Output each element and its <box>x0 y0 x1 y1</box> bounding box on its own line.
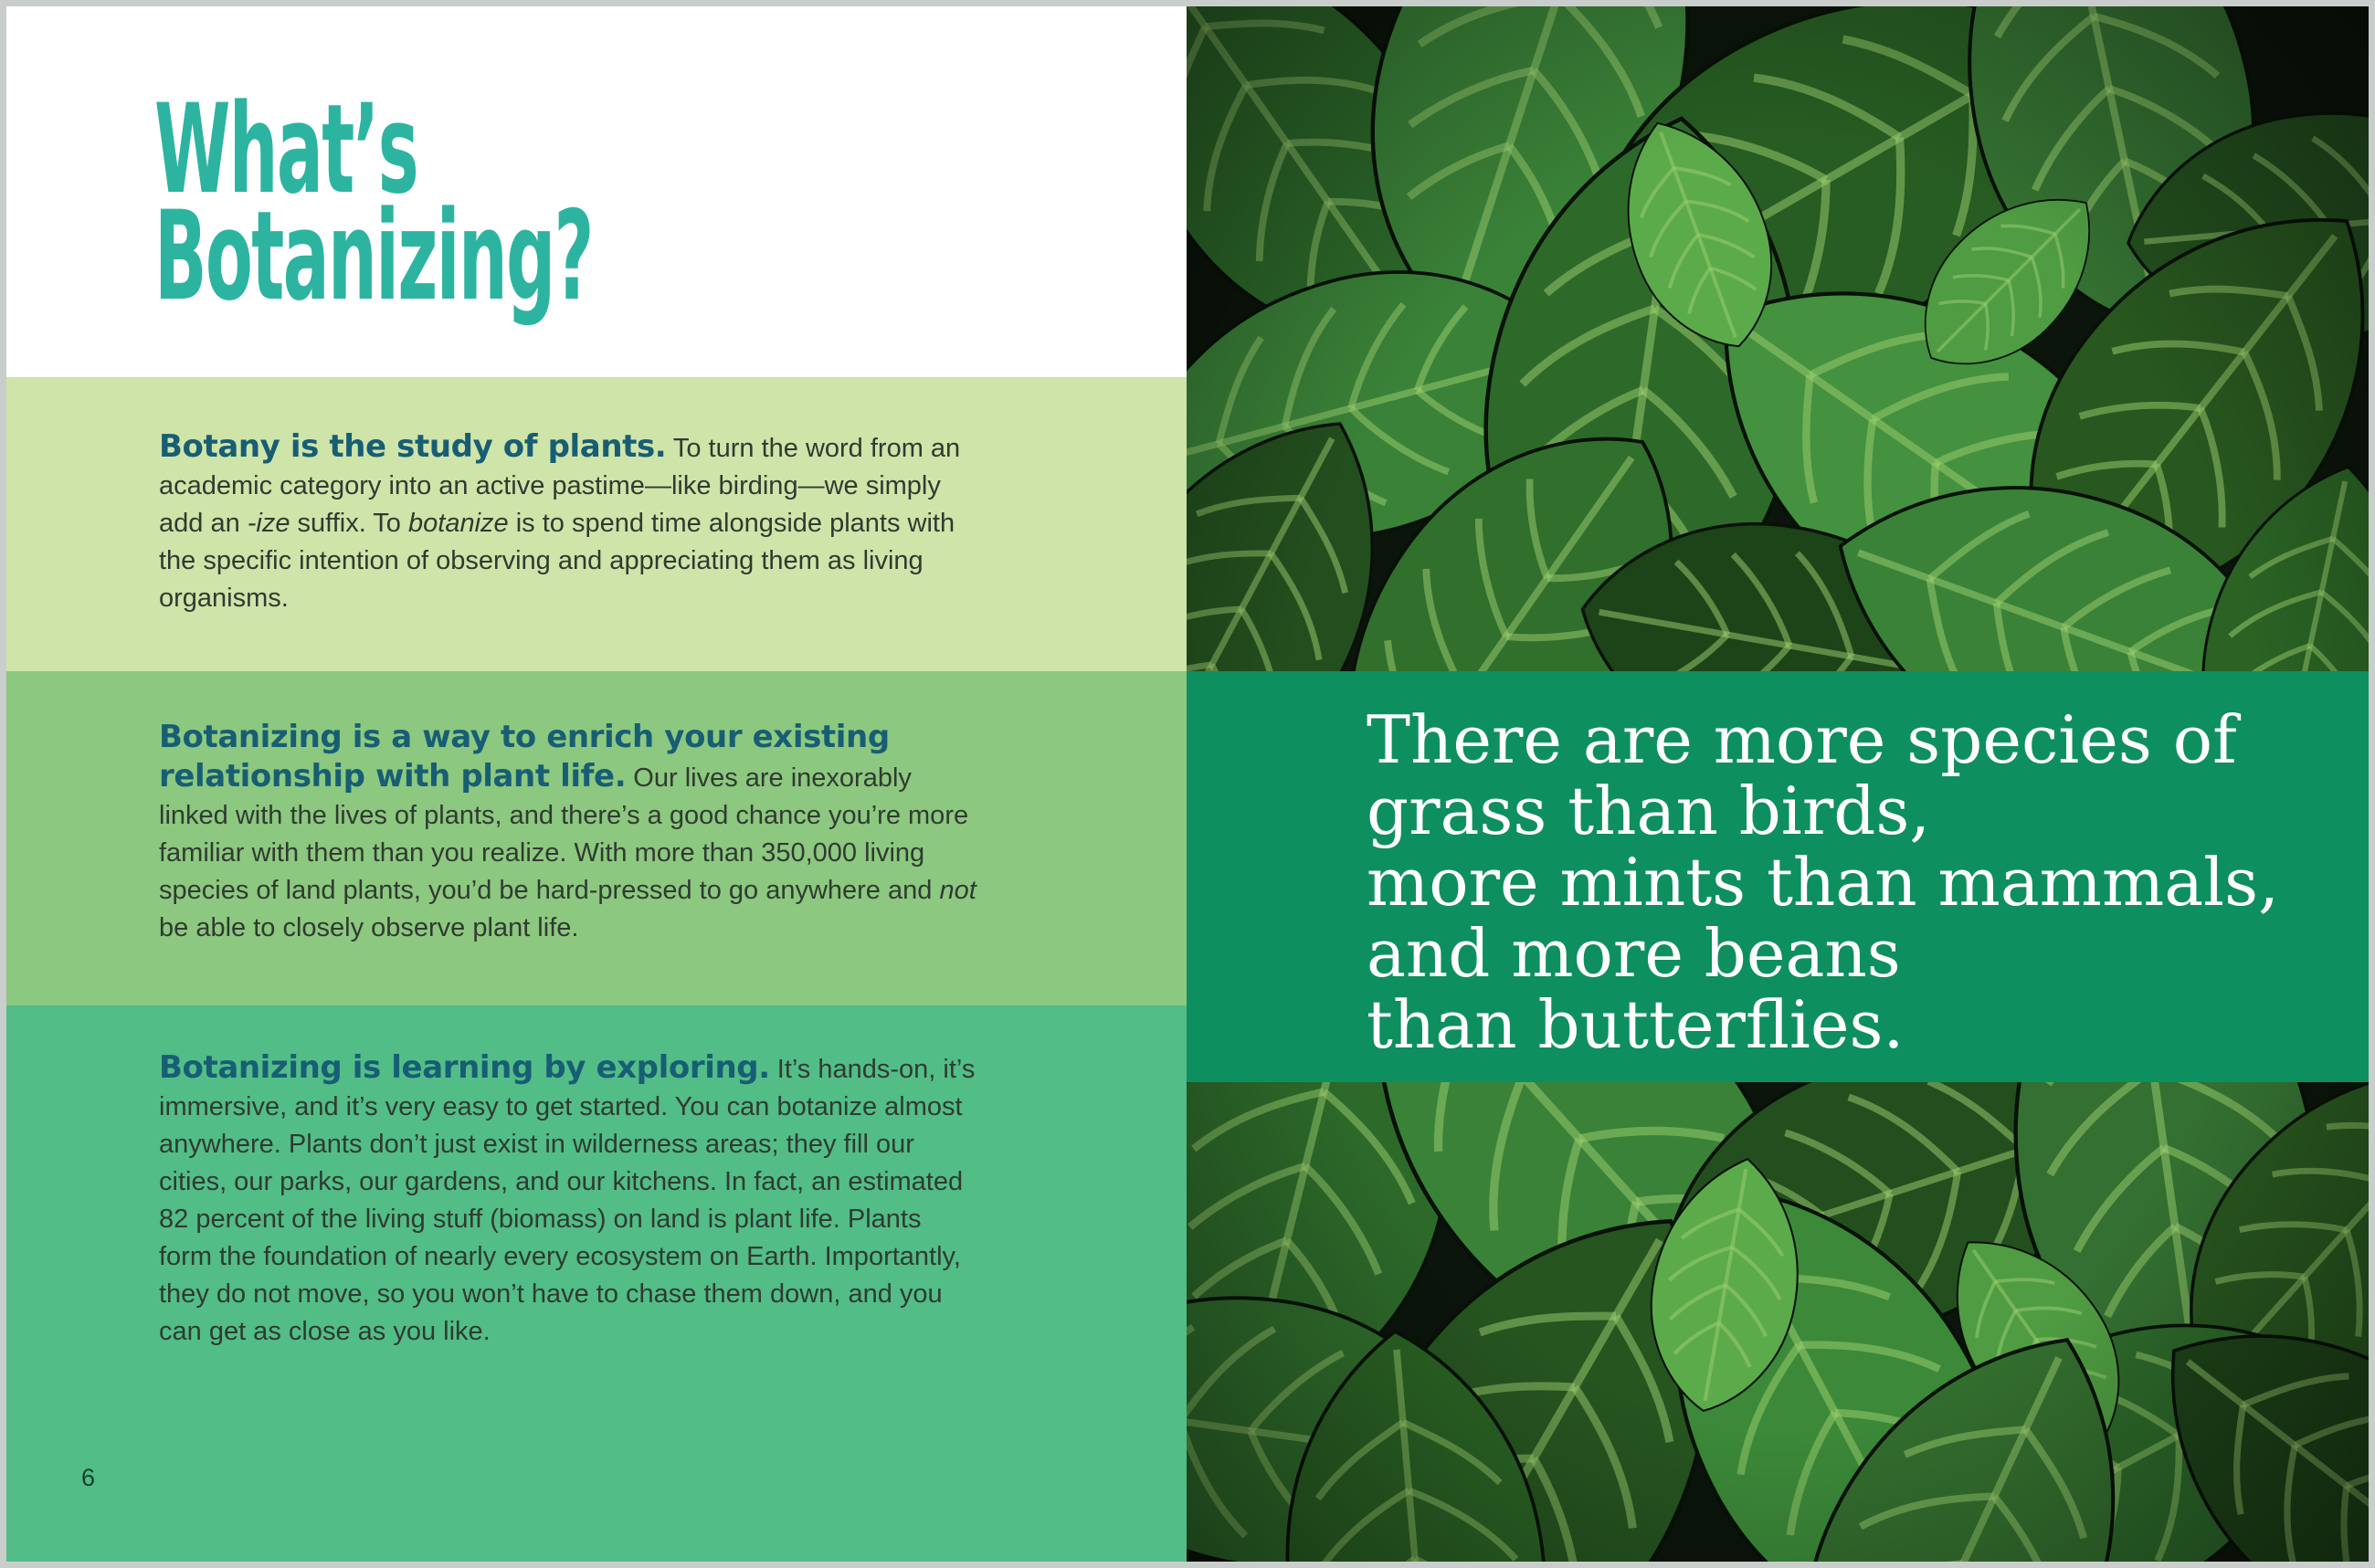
pull-quote <box>1367 701 2279 1063</box>
pull-quote-panel <box>1187 671 2369 1082</box>
body-text-italic: -ize <box>247 509 290 538</box>
body-text: To turn the word from an academic category into an active pastime—like birding—we simply add an <box>159 434 961 538</box>
pull-quote-line: and more beans <box>1367 915 1901 992</box>
pull-quote-line: than butterflies. <box>1367 986 1905 1063</box>
body-text: is to spend time alongside plants with the specific intention of observing and appreciating them as living organisms. <box>159 509 955 613</box>
pull-quote-line: grass than birds, <box>1367 773 1931 849</box>
body-text: Our lives are inexorably linked with the lives of plants, and there’s a good chance you’re more familiar with them than you realize. With more than 350,000 living species of land plants, you’d be hard-pressed to go anywhere and <box>159 763 969 905</box>
pull-quote-line: There are more species of <box>1367 701 2237 778</box>
paragraph-botany-definition <box>159 428 981 617</box>
paragraph-enrich-relationship <box>159 719 981 947</box>
page-title-line-1: What’s <box>154 78 418 221</box>
body-text-italic: botanize <box>408 509 509 538</box>
body-text: It’s hands-on, it’s immersive, and it’s very easy to get started. You can botanize almost anywhere. Plants don’t just exist in wilderness areas; they fill our cities, our parks, our gardens, and our kitchens. In fact, an estimated 82 percent of the living stuff (biomass) on land is plant life. Plants form the foundation of nearly every ecosystem on Earth. Importantly, they do not move, so you won’t have to chase them down, and you can get as close as you like. <box>159 1055 976 1346</box>
body-text-italic: not <box>939 876 976 905</box>
body-text: be able to closely observe plant life. <box>159 913 579 942</box>
page-title <box>154 78 593 328</box>
paragraph-learning-by-exploring <box>159 1049 981 1351</box>
lead-sentence: Botany is the study of plants. <box>159 428 667 465</box>
left-column <box>6 6 1187 1562</box>
lead-sentence: Botanizing is a way to enrich your existing relationship with plant life. <box>159 719 890 795</box>
lead-sentence: Botanizing is learning by exploring. <box>159 1049 770 1086</box>
body-text: suffix. To <box>290 509 408 538</box>
page-title-line-2: Botanizing? <box>154 184 593 328</box>
pull-quote-line: more mints than mammals, <box>1367 844 2279 921</box>
page-number: 6 <box>81 1464 96 1491</box>
page-inner <box>6 6 2369 1562</box>
